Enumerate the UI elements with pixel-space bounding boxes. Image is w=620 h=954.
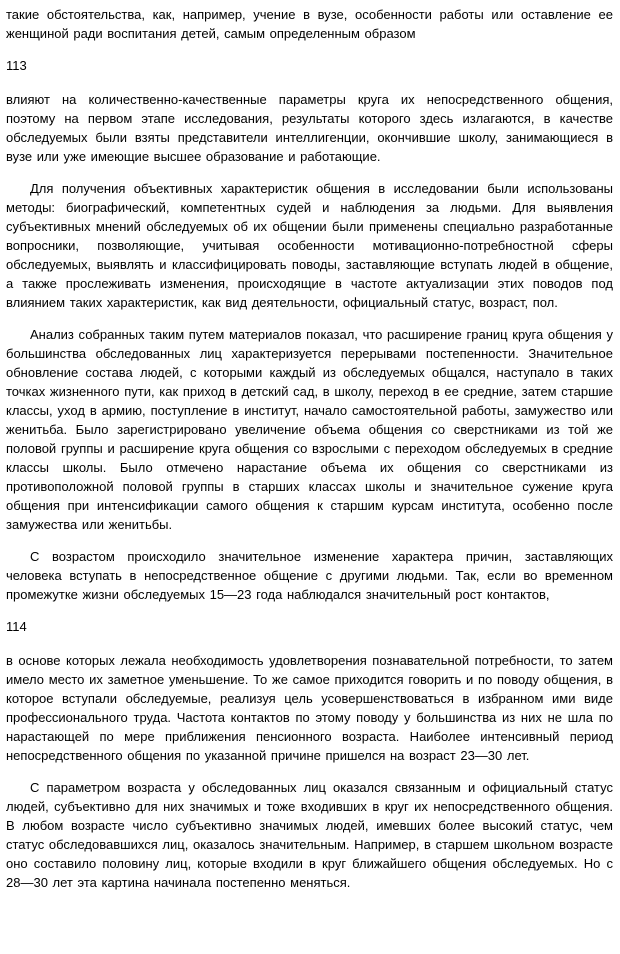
page-number: 114 xyxy=(6,619,27,634)
paragraph: С параметром возраста у обследованных лиц оказался связанным и официальный статус людей, субъективно для них значимых и тоже входивших в круг их непосредственного общения. В любом возрасте число субъективно значимых людей, имевших более высокий статус, чем статус обследовавшихся лиц, оказалось значительным. Например, в старшем школьном возрасте оно составило половину лиц, которые входили в круг ближайшего общения обследуемых. Но с 28—30 лет эта картина начинала постепенно меняться. xyxy=(6,780,613,890)
paragraph: С возрастом происходило значительное изменение характера причин, заставляющих человека вступать в непосредственное общение с другими людьми. Так, если во временном промежутке жизни обследуемых 15—23 года наблюдался значительный рост контактов, xyxy=(6,549,613,602)
paragraph: в основе которых лежала необходимость удовлетворения познавательной потребности, то затем имело место их заметное уменьшение. То же самое приходится говорить и по поводу общения, в которое вступали обследуемые, реализуя цель усовершенствоваться в избранном ими виде профессионального труда. Частота контактов по этому поводу у большинства из них не шла по нарастающей по мере приближения пенсионного возраста. Наиболее интенсивный период непосредственного общения по указанной причине пришелся на возраст 23—30 лет. xyxy=(6,653,613,763)
paragraph: влияют на количественно-качественные параметры круга их непосредственного общения, поэтому на первом этапе исследования, результаты которого здесь излагаются, в качестве обследуемых были взяты представители интеллигенции, окончившие школу, занимающиеся в вузе или уже имеющие высшее образование и работающие. xyxy=(6,92,613,164)
page-number: 113 xyxy=(6,58,27,73)
paragraph: Для получения объективных характеристик общения в исследовании были использованы методы: биографический, компетентных судей и наблюдения за людьми. Для выявления субъективных мнений обследуемых об их общении были применены специально разработанные вопросники, позволяющие, учитывая особенности мотивационно-потребностной сферы обследуемых, выявлять и классифицировать поводы, заставляющие вступать людей в общение, а также прослеживать изменения, происходящие в частоте актуализации этих поводов под влиянием таких характеристик, как вид деятельности, официальный статус, возраст, пол. xyxy=(6,181,613,310)
paragraph: Анализ собранных таким путем материалов показал, что расширение границ круга общения у большинства обследованных лиц характеризуется перерывами постепенности. Значительное обновление состава людей, с которыми каждый из обследуемых общался, наступало в таких точках жизненного пути, как приход в детский сад, в школу, переход в ее средние, затем старшие классы, уход в армию, поступление в институт, начало самостоятельной работы, замужество или женитьба. Было зарегистрировано увеличение объема общения со сверстниками из той же половой группы и расширение круга общения со взрослыми с переходом обследуемых в средние классы школы. Было отмечено нарастание объема их общения со сверстниками из противоположной половой группы в старших классах школы и значительное сужение круга общения при интенсификации самого общения к старшим курсам института, особенно после замужества или женитьбы. xyxy=(6,327,613,532)
paragraph: такие обстоятельства, как, например, учение в вузе, особенности работы или оставление ее женщиной ради воспитания детей, самым определенным образом xyxy=(6,7,613,41)
